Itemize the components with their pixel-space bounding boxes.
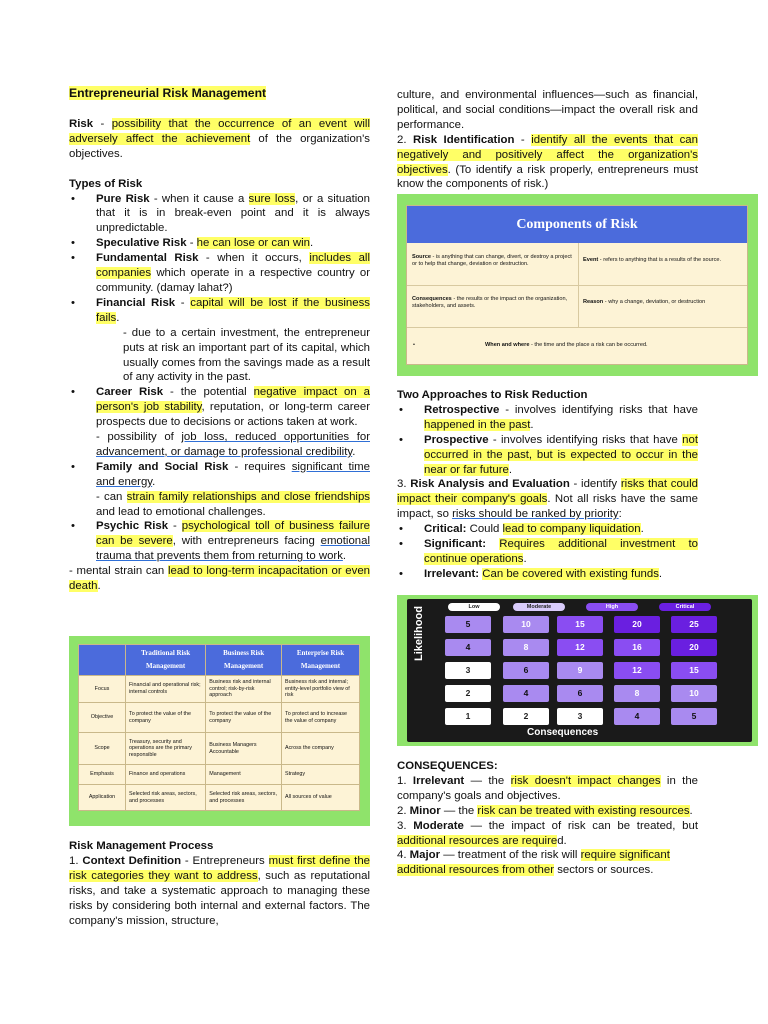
sub-note: - due to a certain investment, the entrepreneur puts at risk an important part of its capital, which usually comes from the savings made as a result of any activity in the past.	[123, 326, 370, 384]
risk-analysis: 3. Risk Analysis and Evaluation - identify risks that could impact their company's goals. Not all risks have the same impact, so risks should be ranked by priority:	[397, 478, 698, 521]
matrix-cell: 20	[671, 639, 717, 656]
level-label-high: High	[586, 603, 638, 611]
list-item: • Retrospective - involves identifying risks that have happened in the past.	[397, 403, 698, 433]
table-header: Business Risk Management	[206, 645, 282, 676]
matrix-cell: 10	[503, 616, 549, 633]
level-label-moderate: Moderate	[513, 603, 565, 611]
matrix-cell: 4	[614, 708, 660, 725]
risk-matrix-figure	[397, 595, 758, 746]
matrix-cell: 2	[445, 685, 491, 702]
risk-management-comparison-table	[69, 636, 370, 826]
table-row: Application Selected risk areas, sectors, and processes Selected risk areas, sectors, and processes All sources of value	[79, 785, 360, 811]
matrix-cell: 5	[671, 708, 717, 725]
consequence-item: 4. Major — treatment of the risk will require significant additional resources from other sectors or sources.	[397, 849, 670, 877]
matrix-cell: 6	[557, 685, 603, 702]
sub-note: - mental strain can lead to long-term incapacitation or even death.	[69, 565, 371, 593]
process-section	[69, 839, 370, 928]
matrix-cell: 10	[671, 685, 717, 702]
matrix-cell: 3	[445, 662, 491, 679]
table-row: Scope Treasury, security and operations are the primary responsible Business Managers Accountable Across the company	[79, 733, 360, 765]
matrix-cell: 8	[614, 685, 660, 702]
consequence-item: 2. Minor — the risk can be treated with existing resources.	[397, 804, 693, 817]
list-item: • Career Risk - the potential negative impact on a person's job stability, reputation, or long-term career prospects due to decisions or actions taken at work. - possibility of job loss, reduced opportunities for advancement, or damage to professional credibility.	[69, 385, 370, 460]
sub-note: - can strain family relationships and close friendships and lead to emotional challenges.	[96, 490, 370, 518]
component-event: Event - refers to anything that is a results of the source.	[583, 257, 722, 263]
matrix-x-label: Consequences	[527, 727, 599, 738]
right-column-middle	[397, 388, 698, 582]
matrix-cell: 15	[557, 616, 603, 633]
matrix-cell: 2	[503, 708, 549, 725]
consequences-heading: CONSEQUENCES:	[397, 760, 498, 772]
matrix-cell: 25	[671, 616, 717, 633]
continued-text: culture, and environmental influences—such as financial, political, and social conditions—impact the overall risk and performance.	[397, 89, 698, 131]
matrix-cell: 3	[557, 708, 603, 725]
matrix-cell: 6	[503, 662, 549, 679]
components-of-risk-figure	[397, 194, 758, 376]
component-bullet: •	[413, 342, 415, 348]
matrix-cell: 4	[445, 639, 491, 656]
matrix-cell: 4	[503, 685, 549, 702]
matrix-cell: 12	[557, 639, 603, 656]
consequences-section	[397, 759, 698, 878]
table-header: Traditional Risk Management	[126, 645, 206, 676]
priority-list	[397, 522, 698, 582]
component-source: Source - is anything that can change, divert, or destroy a project or to help that change, deviation or destruction.	[412, 254, 572, 267]
page-title: Entrepreneurial Risk Management	[69, 86, 267, 100]
level-label-critical: Critical	[659, 603, 711, 611]
table-row: Objective To protect the value of the company To protect the value of the company To protect and to increase the value of company	[79, 703, 360, 733]
table-header: Enterprise Risk Management	[282, 645, 360, 676]
list-item: • Critical: Could lead to company liquidation.	[397, 522, 698, 537]
list-item: • Financial Risk - capital will be lost if the business fails. - due to a certain investment, the entrepreneur puts at risk an important part of its capital, which usually comes from the savings made as a result of any activity in the past.	[69, 296, 370, 385]
list-item: • Speculative Risk - he can lose or can win.	[69, 236, 370, 251]
matrix-cell: 20	[614, 616, 660, 633]
consequence-item: 3. Moderate — the impact of risk can be treated, but additional resources are required.	[397, 819, 699, 847]
list-item: • Irrelevant: Can be covered with existing funds.	[397, 567, 698, 582]
right-column-top	[397, 88, 698, 192]
matrix-cell: 15	[671, 662, 717, 679]
consequence-item: 1. Irrelevant — the risk doesn't impact changes in the company's goals and objectives.	[397, 774, 699, 802]
list-item: • Significant: Requires additional investment to continue operations.	[397, 537, 698, 567]
list-item: • Psychic Risk - psychological toll of business failure can be severe, with entrepreneurs facing emotional trauma that prevents them from returning to work.	[69, 519, 370, 564]
left-column	[69, 86, 370, 594]
sub-note: - possibility of job loss, reduced opportunities for advancement, or damage to professional credibility.	[96, 431, 370, 458]
list-item: • Family and Social Risk - requires significant time and energy. - can strain family relationships and close friendships and lead to emotional challenges.	[69, 460, 370, 520]
matrix-cell: 1	[445, 708, 491, 725]
list-item: • Prospective - involves identifying risks that have not occurred in the past, but is expected to occur in the near or far future.	[397, 433, 698, 478]
context-definition: 1. Context Definition - Entrepreneurs must first define the risk categories they want to address, such as reputational risks, and take a systematic approach to managing these risks by considering both internal and external factors. The company's mission, structure,	[69, 854, 370, 927]
matrix-cell: 9	[557, 662, 603, 679]
matrix-cell: 5	[445, 616, 491, 633]
component-consequences: Consequences - the results or the impact on the organization, stakeholders, and assets.	[412, 296, 568, 309]
risk-definition: Risk - possibility that the occurrence of an event will adversely affect the achievement of the organization's objectives.	[69, 117, 370, 160]
components-title: Components of Risk	[407, 206, 747, 243]
level-label-low: Low	[448, 603, 500, 611]
table-row: Focus Financial and operational risk; internal controls Business risk and internal control; risk-by-risk approach Business risk and internal; entity-level portfolio view of risk	[79, 676, 360, 703]
matrix-cell: 12	[614, 662, 660, 679]
list-item: • Fundamental Risk - when it occurs, includes all companies which operate in a respective country or community. (damay lahat?)	[69, 251, 370, 296]
component-reason: Reason - why a change, deviation, or destruction	[583, 299, 706, 305]
approaches-list	[397, 403, 698, 478]
risk-identification: 2. Risk Identification - identify all the events that can negatively and positively affect the organization's objectives. (To identify a risk properly, entrepreneurs must know the components of risk.)	[397, 133, 698, 191]
risk-matrix	[407, 599, 752, 742]
table-row: Emphasis Finance and operations Management Strategy	[79, 765, 360, 785]
component-when-where: When and where - the time and the place a risk can be occurred.	[485, 342, 648, 348]
matrix-cell: 8	[503, 639, 549, 656]
types-list	[69, 192, 370, 565]
types-heading: Types of Risk	[69, 177, 143, 190]
approaches-heading: Two Approaches to Risk Reduction	[397, 389, 588, 401]
matrix-cell: 16	[614, 639, 660, 656]
list-item: • Pure Risk - when it cause a sure loss, or a situation that it is in break-even point and it is always unpredictable.	[69, 192, 370, 237]
process-heading: Risk Management Process	[69, 840, 214, 852]
matrix-y-label: Likelihood	[413, 606, 425, 661]
